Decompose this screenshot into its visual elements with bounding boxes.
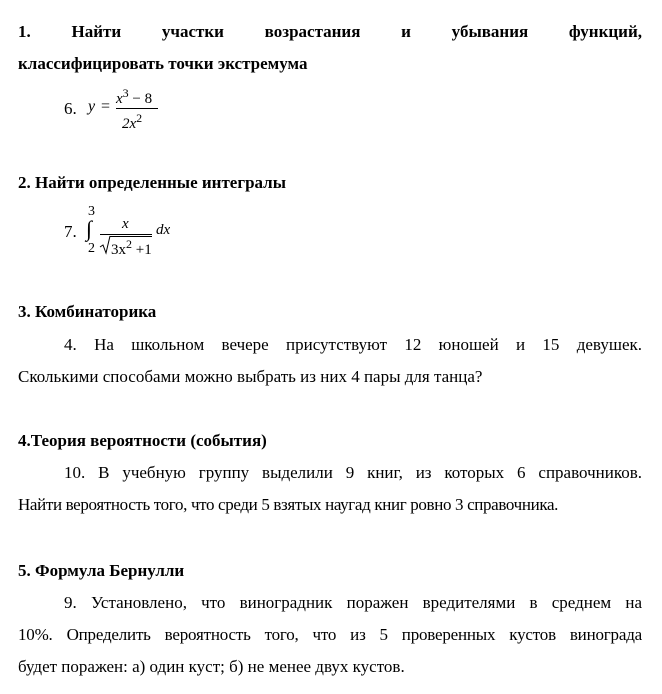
integral-formula — [84, 204, 184, 260]
section5-line2: 10%. Определить вероятность того, что из 5 проверенных кустов винограда — [18, 625, 642, 644]
formula-fraction-bar — [116, 108, 158, 109]
integral-upper-limit: 3 — [88, 204, 95, 219]
section5-line3: будет поражен: а) один куст; б) не менее двух кустов. — [18, 657, 405, 676]
integral-sign: ∫ — [86, 216, 93, 241]
integral-numerator: x — [122, 216, 129, 232]
section3-line1: 4. На школьном вечере присутствуют 12 юношей и 15 девушек. — [64, 335, 642, 354]
formula-y: y — [88, 98, 96, 115]
section4-title: 4.Теория вероятности (события) — [18, 431, 267, 450]
integral-dx: dx — [156, 222, 171, 238]
section5-line1: 9. Установлено, что виноградник поражен вредителями в среднем на — [64, 593, 642, 612]
section4-line2: Найти вероятность того, что среди 5 взятых наугад книг ровно 3 справочника. — [18, 495, 559, 514]
section3-line2: Сколькими способами можно выбрать из них 4 пары для танца? — [18, 367, 483, 386]
section1-title-line1: 1. Найти участки возрастания и убывания функций, — [18, 22, 642, 41]
section2-title: 2. Найти определенные интегралы — [18, 173, 286, 192]
function-formula — [88, 86, 168, 132]
formula-numerator: $x^3 - 8$ — [116, 86, 153, 107]
integral-denominator: $3x^2 +1$ — [111, 237, 152, 258]
formula-equals: = — [101, 98, 111, 115]
section3-title: 3. Комбинаторика — [18, 302, 157, 321]
task6-number: 6. — [64, 99, 77, 118]
integral-lower-limit: 2 — [88, 241, 95, 256]
formula-denominator: $2x^2$ — [122, 111, 143, 132]
task7-number: 7. — [64, 222, 77, 241]
section4-line1: 10. В учебную группу выделили 9 книг, из которых 6 справочников. — [64, 463, 642, 482]
section5-title: 5. Формула Бернулли — [18, 561, 185, 580]
section1-title-line2: классифицировать точки экстремума — [18, 54, 308, 73]
sqrt-sign — [99, 235, 111, 255]
